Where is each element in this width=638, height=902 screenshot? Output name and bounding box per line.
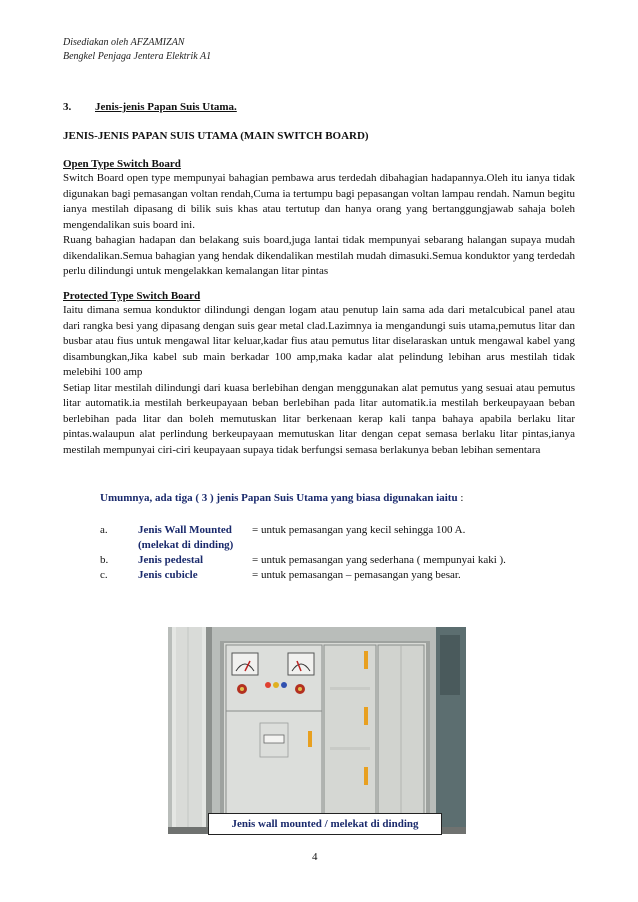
main-title: JENIS-JENIS PAPAN SUIS UTAMA (MAIN SWITCH BOARD) [63, 130, 369, 142]
types-intro [100, 492, 463, 504]
section-number: 3. [63, 101, 72, 113]
types-intro-text: Umumnya, ada tiga ( 3 ) jenis Papan Suis Utama yang biasa digunakan iaitu [100, 492, 458, 504]
types-intro-colon: : [460, 492, 464, 504]
open-type-body [63, 171, 575, 280]
protected-type-body [63, 303, 575, 458]
protected-type-paragraph-1: Iaitu dimana semua konduktor dilindungi dengan logam atau penutup lain sama ada dari metalcubical panel atau dari rangka besi yang dipasang dengan suis gear metal clad.Lazimnya ia mengandungi suis utama,pemutus litar dan busbar atau fius untuk mengawal litar keluar,kadar fius atau pemutus litar diselaraskan untuk mengawal kabel yang disambungkan,Jika kabel sub main berkadar 100 amp,maka kadar alat pelindung lebihan arus mestilah tidak melebihi 100 amp [63, 304, 575, 378]
list-item-name-note: (melekat di dinding) [138, 539, 234, 551]
open-type-heading: Open Type Switch Board [63, 158, 181, 170]
list-item-name: Jenis pedestal [138, 554, 204, 566]
photo-caption: Jenis wall mounted / melekat di dinding [208, 813, 442, 835]
list-item-desc: = untuk pemasangan – pemasangan yang besar. [252, 569, 461, 581]
protected-type-heading: Protected Type Switch Board [63, 290, 201, 302]
header-author: Disediakan oleh AFZAMIZAN [63, 37, 185, 48]
section-heading [63, 101, 237, 113]
page-number: 4 [312, 851, 318, 863]
open-type-paragraph-2: Ruang bahagian hadapan dan belakang suis board,juga lantai tidak mempunyai sebarang halangan supaya mudah dikendalikan.Semua bahagian yang hendak dikendalikan mestilah mudah dimasuki.Semua konduktor yang terdedah perlu dilindungi untuk mengelakkan kemalangan litar pintas [63, 234, 575, 277]
protected-type-paragraph-2: Setiap litar mestilah dilindungi dari kuasa berlebihan dengan menggunakan alat pemutus yang sesuai atau pemutus litar automatik.ia mestilah berkeupayaan beban berlebihan pada litar automatik.ia mestilah berkeupayaan beban berlebihan pada litar dan boleh memutuskan litar berkenaan kerap kali tanpa bahaya apabila berlaku litar pintas.walaupun alat perlindung berkeupayaan memutuskan litar dengan cepat semasa berlaku litar pintas,ianya mestilah mempunyai ciri-ciri keupayaan supaya tidak berfungsi semasa berlakunya beban lebihan sementara [63, 381, 575, 456]
list-item-desc: = untuk pemasangan yang kecil sehingga 100 A. [252, 524, 466, 536]
switchboard-photo [168, 627, 466, 834]
open-type-paragraph-1: Switch Board open type mempunyai bahagian pembawa arus terdedah dibahagian hadapannya.Oleh itu ianya tidak digunakan bagi pemasangan voltan rendah,Cuma ia tertumpu bagi pepasangan voltan lampau rendah. Namun begitu ianya mestilah dipasang di bilik suis khas atau tertutup dan hanya orang yang bertanggungjawab sahaja boleh mengendalikan suis board ini. [63, 172, 575, 231]
list-item-name: Jenis Wall Mounted [138, 524, 232, 536]
list-item-letter: b. [100, 554, 109, 566]
document-header [63, 36, 211, 64]
list-item-name: Jenis cubicle [138, 569, 198, 581]
list-item-letter: a. [100, 524, 108, 536]
list-item-desc: = untuk pemasangan yang sederhana ( mempunyai kaki ). [252, 554, 506, 566]
section-title: Jenis-jenis Papan Suis Utama. [95, 101, 237, 113]
header-workshop: Bengkel Penjaga Jentera Elektrik A1 [63, 51, 212, 62]
list-item-letter: c. [100, 569, 108, 581]
